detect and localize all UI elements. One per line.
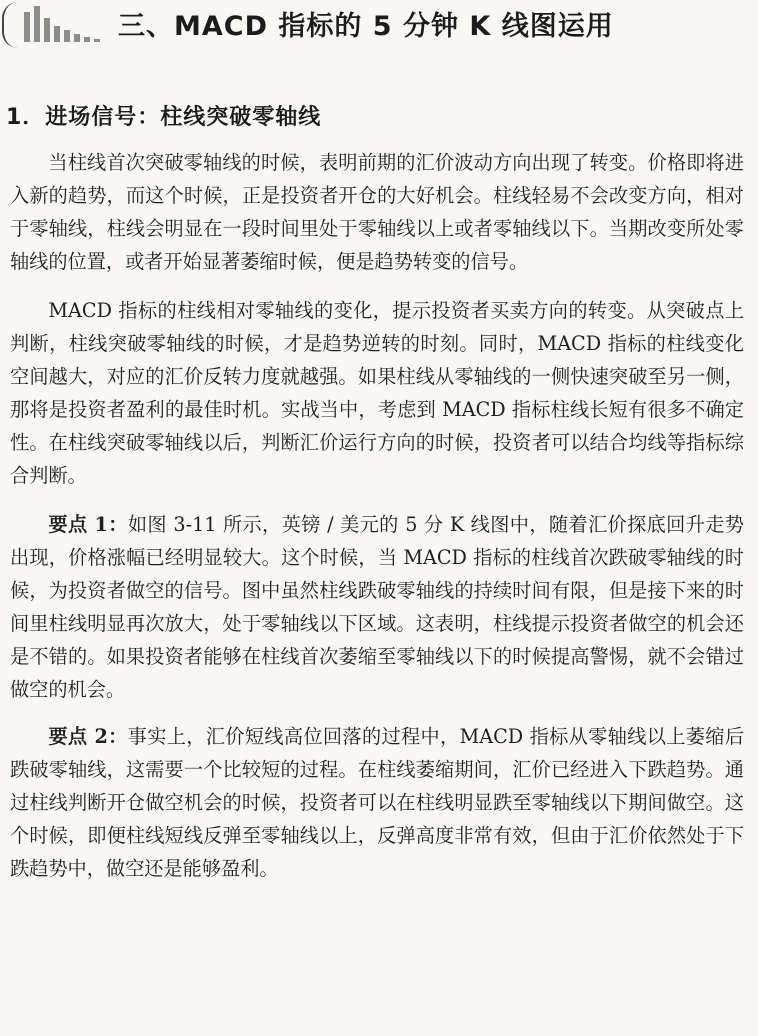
bar-graph-icon [24,6,108,42]
keypoint-1-label: 要点 1： [48,513,128,536]
keypoint-2-label: 要点 2： [48,725,128,748]
paragraph-keypoint-1 [10,508,744,706]
keypoint-1-text: 如图 3-11 所示，英镑 / 美元的 5 分 K 线图中，随着汇价探底回升走势出现，价格涨幅已经明显较大。这个时候，当 MACD 指标的柱线首次跌破零轴线的时候，为投资者做空的信号。图中虽然柱线跌破零轴线的持续时间有限，但是接下来的时间里柱线明显再次放大，处于零轴线以下区域。这表明，柱线提示投资者做空的机会还是不错的。如果投资者能够在柱线首次萎缩至零轴线以下的时候提高警惕，就不会错过做空的机会。 [10,513,745,701]
body-text [10,146,744,899]
header-bracket-ornament [2,2,22,48]
section-title: 1．进场信号：柱线突破零轴线 [6,105,322,130]
chapter-header [0,0,758,50]
paragraph-macd-signal: MACD 指标的柱线相对零轴线的变化，提示投资者买卖方向的转变。从突破点上判断，柱线突破零轴线的时候，才是趋势逆转的时刻。同时，MACD 指标的柱线变化空间越大，对应的汇价反转力度就越强。如果柱线从零轴线的一侧快速突破至另一侧，那将是投资者盈利的最佳时机。实战当中，考虑到 MACD 指标柱线长短有很多不确定性。在柱线突破零轴线以后，判断汇价运行方向的时候，投资者可以结合均线等指标综合判断。 [10,299,744,487]
paragraph-keypoint-2 [10,720,744,885]
paragraph-intro: 当柱线首次突破零轴线的时候，表明前期的汇价波动方向出现了转变。价格即将进入新的趋势，而这个时候，正是投资者开仓的大好机会。柱线轻易不会改变方向，相对于零轴线，柱线会明显在一段时间里处于零轴线以上或者零轴线以下。当期改变所处零轴线的位置，或者开始显著萎缩时候，便是趋势转变的信号。 [10,151,744,273]
keypoint-2-text: 事实上，汇价短线高位回落的过程中，MACD 指标从零轴线以上萎缩后跌破零轴线，这需要一个比较短的过程。在柱线萎缩期间，汇价已经进入下跌趋势。通过柱线判断开仓做空机会的时候，投资者可以在柱线明显跌至零轴线以下期间做空。这个时候，即便柱线短线反弹至零轴线以上，反弹高度非常有效，但由于汇价依然处于下跌趋势中，做空还是能够盈利。 [10,725,745,880]
chapter-title: 三、MACD 指标的 5 分钟 K 线图运用 [118,11,614,42]
